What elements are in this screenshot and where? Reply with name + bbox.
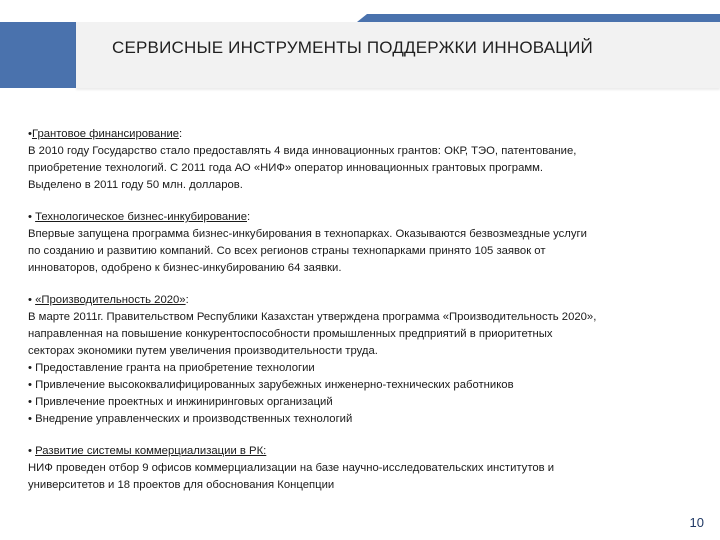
section-heading (28, 209, 708, 226)
list-item: • Привлечение проектных и инжиниринговых организаций (28, 396, 333, 408)
heading-suffix: : (179, 128, 183, 140)
body-line: инноваторов, одобрено к бизнес-инкубированию 64 заявки. (28, 262, 342, 274)
bullet: • (28, 445, 32, 457)
heading-suffix: : (185, 294, 189, 306)
body-line: В 2010 году Государство стало предоставлять 4 вида инновационных грантов: ОКР, ТЭО, патентование, (28, 145, 577, 157)
heading-text: Развитие системы коммерциализации в РК: (35, 445, 267, 457)
section-commercialization (28, 443, 708, 494)
body-line: приобретение технологий. С 2011 года АО «НИФ» оператор инновационных грантовых программ. (28, 162, 544, 174)
page-number: 10 (689, 515, 704, 530)
accent-bar (357, 14, 720, 22)
list-item: • Предоставление гранта на приобретение технологии (28, 362, 315, 374)
body-line: В марте 2011г. Правительством Республики Казахстан утверждена программа «Производительность 2020», (28, 311, 597, 323)
heading-suffix: : (246, 211, 251, 223)
section-heading (28, 292, 708, 309)
bullet: • (28, 211, 32, 223)
section-grant-financing (28, 126, 708, 194)
section-productivity-2020 (28, 292, 708, 428)
heading-text: Грантовое финансирование (31, 128, 180, 140)
bullet: • (28, 128, 32, 140)
list-item: • Привлечение высококвалифицированных зарубежных инженерно-технических работников (28, 379, 514, 391)
accent-block (0, 22, 76, 88)
body-line: Выделено в 2011 году 50 млн. долларов. (28, 179, 243, 191)
body-line: направленная на повышение конкурентоспособности промышленных предприятий в приоритетных (28, 328, 553, 340)
heading-text: «Производительность 2020» (35, 294, 186, 306)
heading-text: Технологическое бизнес-инкубирование (35, 211, 247, 223)
body-line: секторах экономики путем увеличения производительности труда. (28, 345, 378, 357)
bullet: • (28, 294, 32, 306)
section-heading (28, 443, 708, 460)
list-item: • Внедрение управленческих и производственных технологий (28, 413, 353, 425)
body-line: университетов и 18 проектов для обоснования Концепции (28, 479, 335, 491)
slide-content (28, 126, 708, 494)
page-title: СЕРВИСНЫЕ ИНСТРУМЕНТЫ ПОДДЕРЖКИ ИННОВАЦИЙ (112, 38, 593, 57)
body-line: Впервые запущена программа бизнес-инкубирования в технопарках. Оказываются безвозмездные услуги (28, 228, 587, 240)
body-line: НИФ проведен отбор 9 офисов коммерциализации на базе научно-исследовательских институтов и (28, 462, 555, 474)
section-heading (28, 126, 708, 143)
body-line: по созданию и развитию компаний. Со всех регионов страны технопарками принято 105 заявок от (28, 245, 546, 257)
section-business-incubation (28, 209, 708, 277)
